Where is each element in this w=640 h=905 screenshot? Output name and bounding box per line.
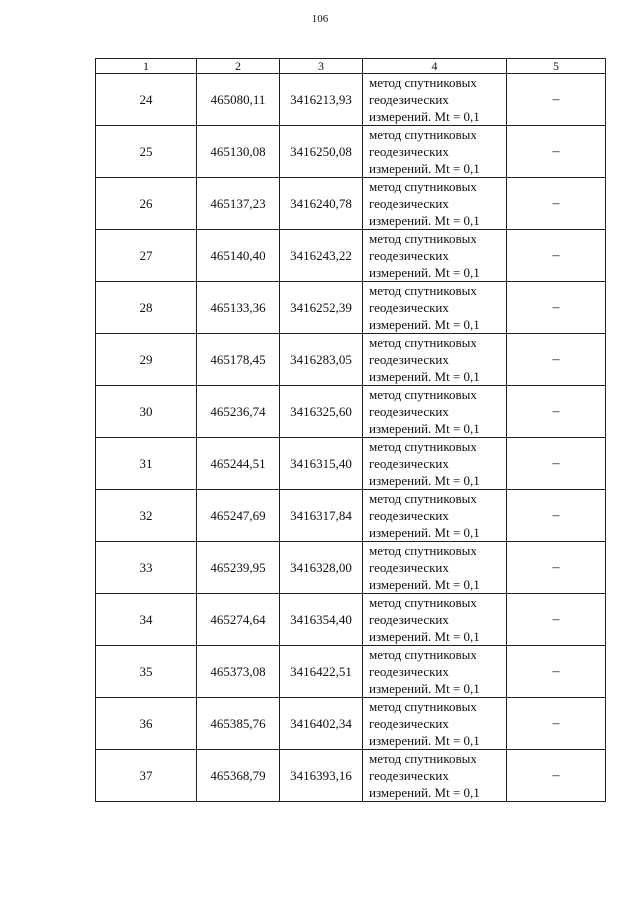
note-cell: – xyxy=(507,74,606,126)
method-text-line: метод спутниковых xyxy=(369,647,477,662)
x-coordinate-cell: 465130,08 xyxy=(197,126,280,178)
point-number-cell: 36 xyxy=(96,698,197,750)
method-text-line: метод спутниковых xyxy=(369,491,477,506)
column-header: 3 xyxy=(280,59,363,74)
method-text-line: метод спутниковых xyxy=(369,127,477,142)
method-text-line: геодезических xyxy=(369,560,449,575)
method-cell xyxy=(363,698,507,750)
x-coordinate-cell: 465080,11 xyxy=(197,74,280,126)
method-text-line: метод спутниковых xyxy=(369,75,477,90)
note-cell: – xyxy=(507,230,606,282)
method-text-line: геодезических xyxy=(369,144,449,159)
method-text-line: измерений. Mt = 0,1 xyxy=(369,525,480,540)
method-cell xyxy=(363,386,507,438)
method-cell xyxy=(363,334,507,386)
method-text-line: геодезических xyxy=(369,196,449,211)
method-text-line: геодезических xyxy=(369,768,449,783)
column-header: 2 xyxy=(197,59,280,74)
note-cell: – xyxy=(507,438,606,490)
method-cell xyxy=(363,594,507,646)
note-cell: – xyxy=(507,178,606,230)
note-cell: – xyxy=(507,386,606,438)
y-coordinate-cell: 3416240,78 xyxy=(280,178,363,230)
method-text-line: измерений. Mt = 0,1 xyxy=(369,785,480,800)
y-coordinate-cell: 3416354,40 xyxy=(280,594,363,646)
y-coordinate-cell: 3416250,08 xyxy=(280,126,363,178)
method-text-line: метод спутниковых xyxy=(369,543,477,558)
y-coordinate-cell: 3416393,16 xyxy=(280,750,363,802)
coordinates-table xyxy=(95,58,606,802)
point-number-cell: 30 xyxy=(96,386,197,438)
point-number-cell: 32 xyxy=(96,490,197,542)
method-cell xyxy=(363,646,507,698)
method-cell xyxy=(363,750,507,802)
table-row xyxy=(96,646,606,698)
column-header: 1 xyxy=(96,59,197,74)
point-number-cell: 37 xyxy=(96,750,197,802)
table-row xyxy=(96,490,606,542)
method-cell xyxy=(363,282,507,334)
method-text-line: метод спутниковых xyxy=(369,283,477,298)
table-row xyxy=(96,698,606,750)
method-text-line: метод спутниковых xyxy=(369,439,477,454)
note-cell: – xyxy=(507,490,606,542)
x-coordinate-cell: 465274,64 xyxy=(197,594,280,646)
method-text-line: геодезических xyxy=(369,456,449,471)
table-row xyxy=(96,178,606,230)
y-coordinate-cell: 3416325,60 xyxy=(280,386,363,438)
method-text-line: измерений. Mt = 0,1 xyxy=(369,629,480,644)
table-row xyxy=(96,334,606,386)
method-text-line: измерений. Mt = 0,1 xyxy=(369,213,480,228)
method-text-line: измерений. Mt = 0,1 xyxy=(369,369,480,384)
x-coordinate-cell: 465178,45 xyxy=(197,334,280,386)
table-body xyxy=(96,74,606,802)
point-number-cell: 35 xyxy=(96,646,197,698)
y-coordinate-cell: 3416317,84 xyxy=(280,490,363,542)
x-coordinate-cell: 465247,69 xyxy=(197,490,280,542)
method-cell xyxy=(363,490,507,542)
method-text-line: измерений. Mt = 0,1 xyxy=(369,681,480,696)
point-number-cell: 33 xyxy=(96,542,197,594)
method-text-line: измерений. Mt = 0,1 xyxy=(369,577,480,592)
method-text-line: метод спутниковых xyxy=(369,387,477,402)
method-text-line: измерений. Mt = 0,1 xyxy=(369,421,480,436)
method-cell xyxy=(363,542,507,594)
note-cell: – xyxy=(507,334,606,386)
method-text-line: геодезических xyxy=(369,300,449,315)
point-number-cell: 25 xyxy=(96,126,197,178)
method-text-line: метод спутниковых xyxy=(369,231,477,246)
method-text-line: геодезических xyxy=(369,404,449,419)
y-coordinate-cell: 3416328,00 xyxy=(280,542,363,594)
method-text-line: геодезических xyxy=(369,248,449,263)
column-header: 5 xyxy=(507,59,606,74)
method-text-line: измерений. Mt = 0,1 xyxy=(369,473,480,488)
table-row xyxy=(96,438,606,490)
x-coordinate-cell: 465368,79 xyxy=(197,750,280,802)
column-header: 4 xyxy=(363,59,507,74)
method-text-line: измерений. Mt = 0,1 xyxy=(369,265,480,280)
y-coordinate-cell: 3416283,05 xyxy=(280,334,363,386)
point-number-cell: 24 xyxy=(96,74,197,126)
method-text-line: метод спутниковых xyxy=(369,595,477,610)
table-row xyxy=(96,542,606,594)
method-cell xyxy=(363,230,507,282)
method-text-line: метод спутниковых xyxy=(369,335,477,350)
y-coordinate-cell: 3416243,22 xyxy=(280,230,363,282)
method-text-line: геодезических xyxy=(369,716,449,731)
y-coordinate-cell: 3416402,34 xyxy=(280,698,363,750)
note-cell: – xyxy=(507,126,606,178)
method-text-line: измерений. Mt = 0,1 xyxy=(369,317,480,332)
method-text-line: геодезических xyxy=(369,664,449,679)
method-cell xyxy=(363,74,507,126)
point-number-cell: 26 xyxy=(96,178,197,230)
method-text-line: геодезических xyxy=(369,612,449,627)
x-coordinate-cell: 465137,23 xyxy=(197,178,280,230)
method-text-line: измерений. Mt = 0,1 xyxy=(369,733,480,748)
note-cell: – xyxy=(507,750,606,802)
note-cell: – xyxy=(507,646,606,698)
method-text-line: измерений. Mt = 0,1 xyxy=(369,161,480,176)
method-text-line: геодезических xyxy=(369,92,449,107)
method-text-line: геодезических xyxy=(369,352,449,367)
method-text-line: геодезических xyxy=(369,508,449,523)
method-cell xyxy=(363,178,507,230)
point-number-cell: 29 xyxy=(96,334,197,386)
method-text-line: метод спутниковых xyxy=(369,699,477,714)
table-row xyxy=(96,230,606,282)
table-row xyxy=(96,282,606,334)
page-number: 106 xyxy=(311,13,329,25)
note-cell: – xyxy=(507,594,606,646)
table-row xyxy=(96,386,606,438)
x-coordinate-cell: 465373,08 xyxy=(197,646,280,698)
x-coordinate-cell: 465239,95 xyxy=(197,542,280,594)
table-row xyxy=(96,750,606,802)
point-number-cell: 28 xyxy=(96,282,197,334)
method-text-line: измерений. Mt = 0,1 xyxy=(369,109,480,124)
note-cell: – xyxy=(507,282,606,334)
y-coordinate-cell: 3416422,51 xyxy=(280,646,363,698)
point-number-cell: 31 xyxy=(96,438,197,490)
method-text-line: метод спутниковых xyxy=(369,751,477,766)
y-coordinate-cell: 3416252,39 xyxy=(280,282,363,334)
x-coordinate-cell: 465244,51 xyxy=(197,438,280,490)
note-cell: – xyxy=(507,542,606,594)
method-cell xyxy=(363,438,507,490)
x-coordinate-cell: 465133,36 xyxy=(197,282,280,334)
y-coordinate-cell: 3416315,40 xyxy=(280,438,363,490)
table-row xyxy=(96,126,606,178)
x-coordinate-cell: 465385,76 xyxy=(197,698,280,750)
method-cell xyxy=(363,126,507,178)
point-number-cell: 34 xyxy=(96,594,197,646)
y-coordinate-cell: 3416213,93 xyxy=(280,74,363,126)
x-coordinate-cell: 465140,40 xyxy=(197,230,280,282)
table-row xyxy=(96,74,606,126)
method-text-line: метод спутниковых xyxy=(369,179,477,194)
table-row xyxy=(96,594,606,646)
x-coordinate-cell: 465236,74 xyxy=(197,386,280,438)
point-number-cell: 27 xyxy=(96,230,197,282)
note-cell: – xyxy=(507,698,606,750)
table-header-row xyxy=(96,59,606,74)
